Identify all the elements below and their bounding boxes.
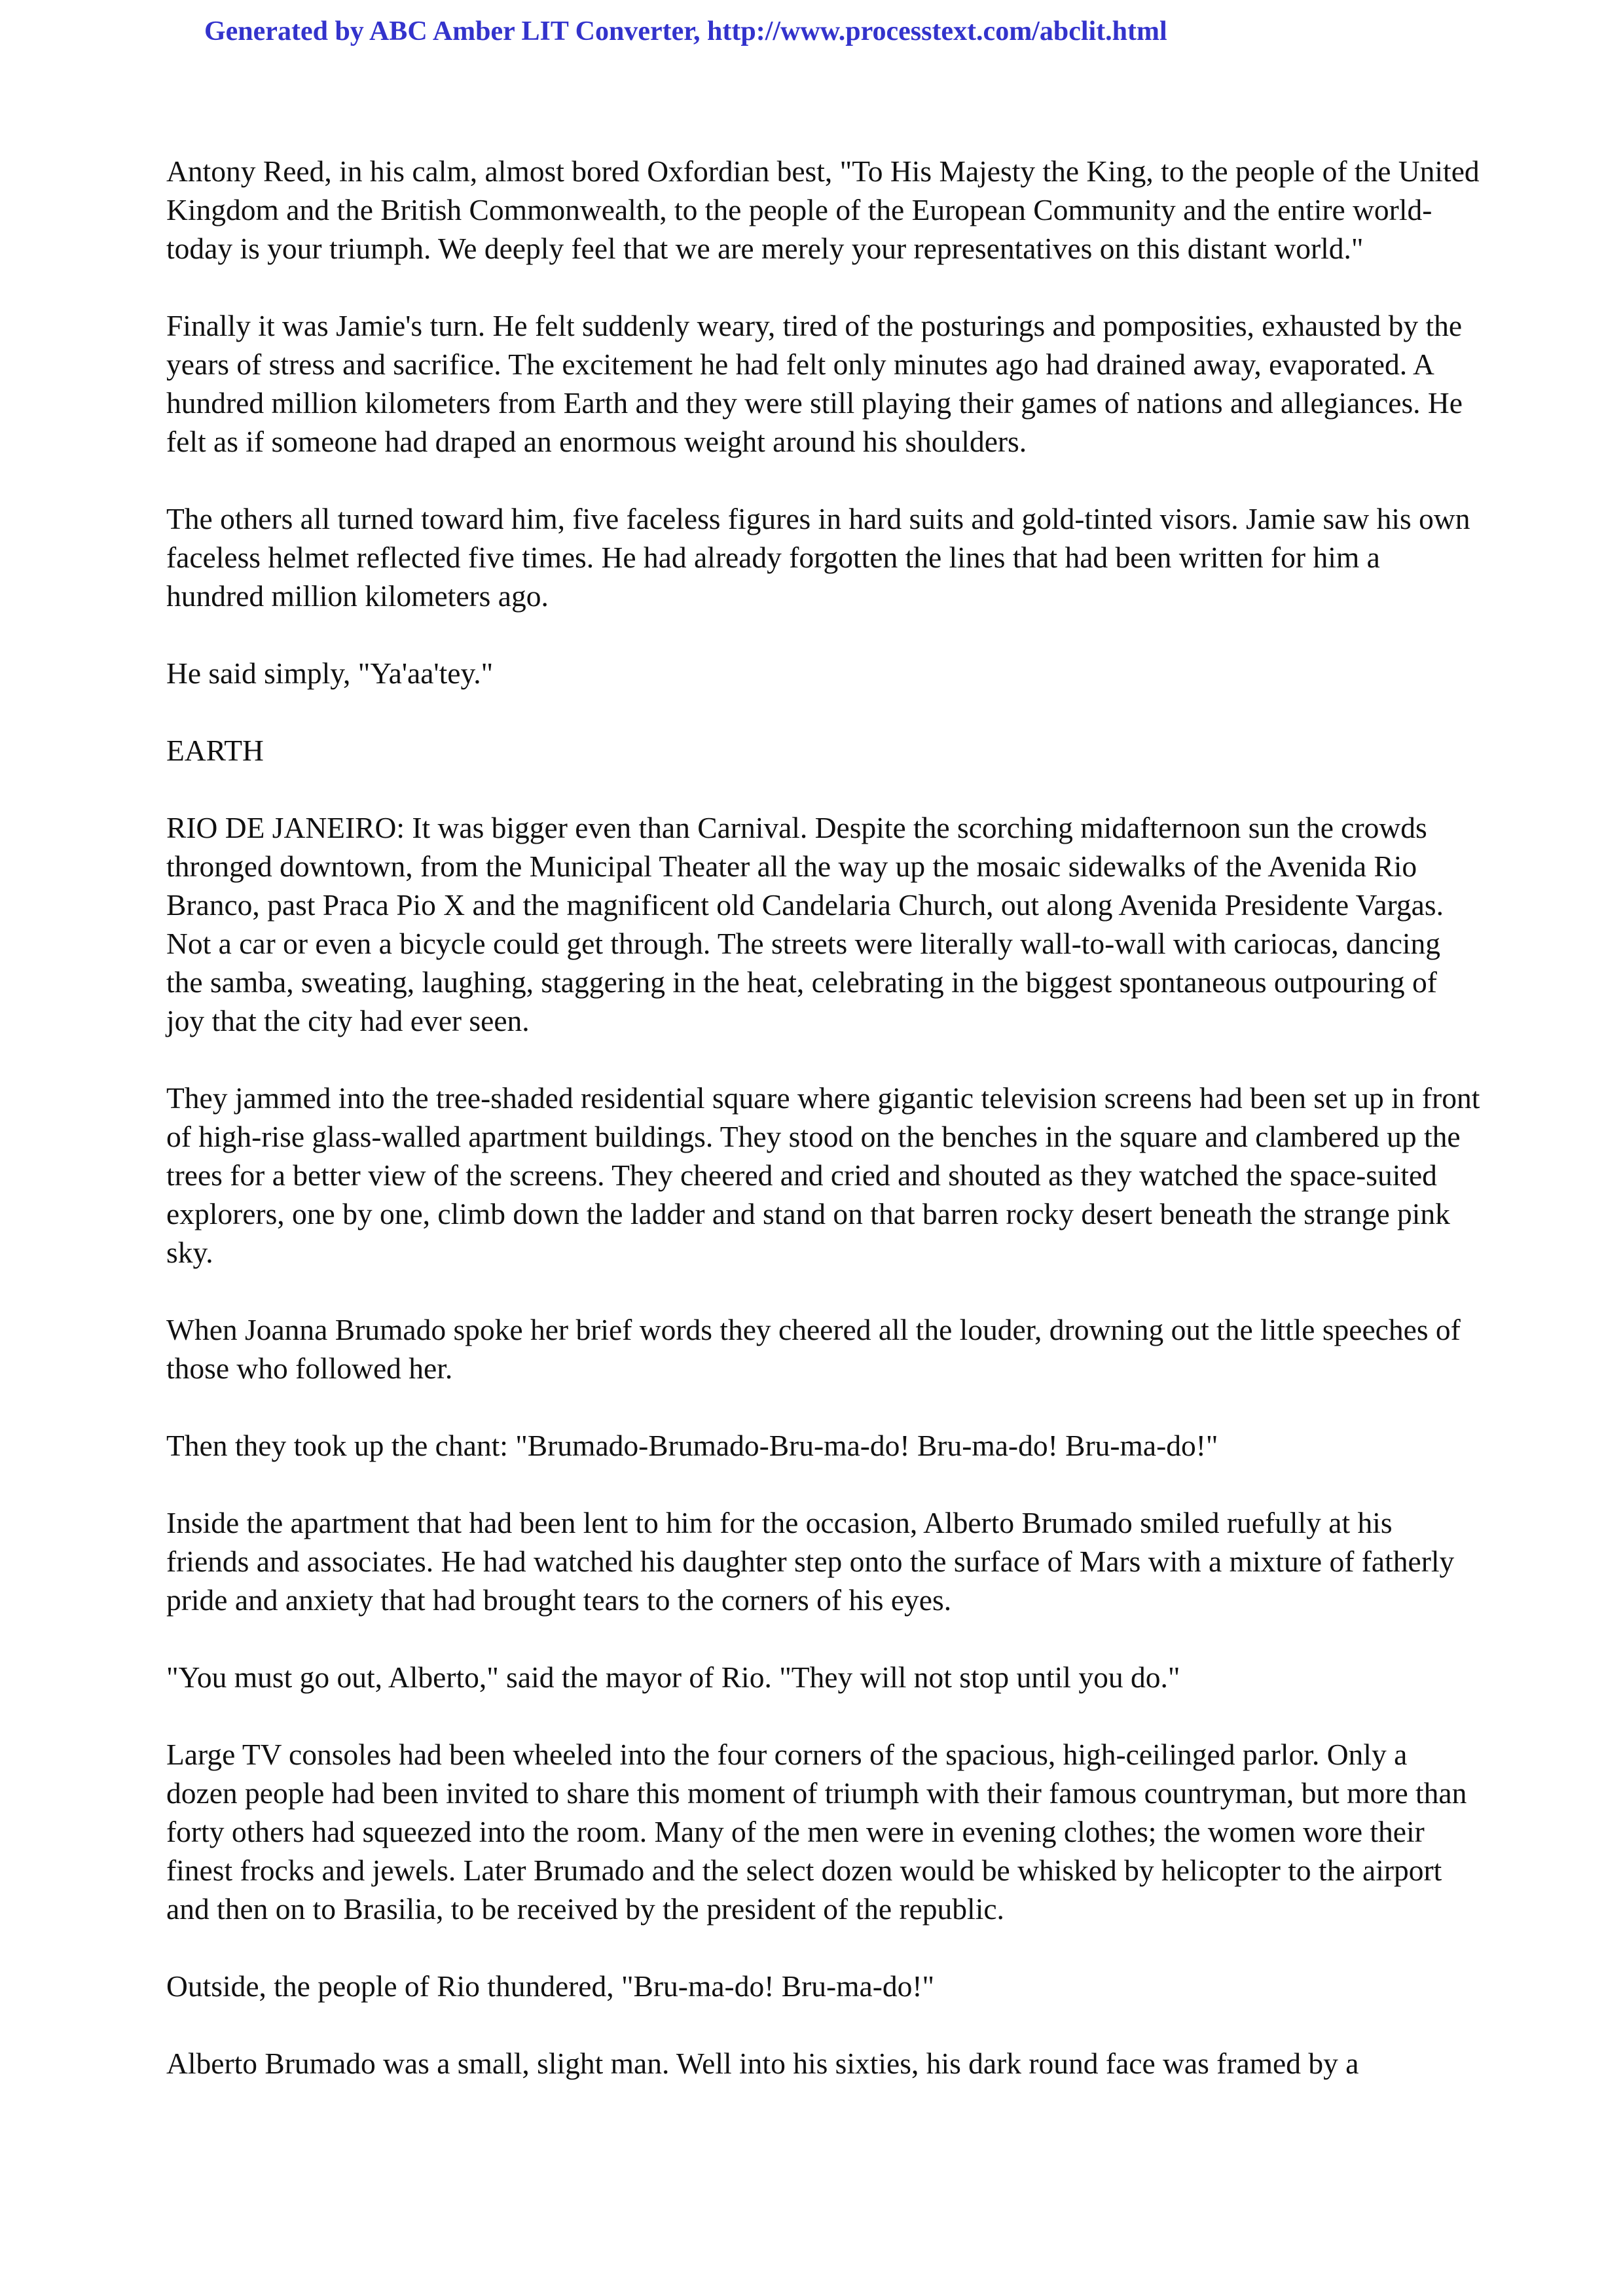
paragraph: Antony Reed, in his calm, almost bored Oxfordian best, "To His Majesty the King, to the people of the United Kingdom and the British Commonwealth, to the people of the European Community and the entire world-today is your triumph. We deeply feel that we are merely your representatives on this distant world."	[166, 154, 1480, 265]
section-heading: EARTH	[166, 734, 264, 767]
paragraph: Finally it was Jamie's turn. He felt suddenly weary, tired of the posturings and pomposities, exhausted by the years of stress and sacrifice. The excitement he had felt only minutes ago had drained away, evaporated. A hundred million kilometers from Earth and they were still playing their games of nations and allegiances. He felt as if someone had draped an enormous weight around his shoulders.	[166, 309, 1463, 458]
paragraph: He said simply, "Ya'aa'tey."	[166, 656, 494, 690]
paragraph: RIO DE JANEIRO: It was bigger even than Carnival. Despite the scorching midafternoon sun the crowds thronged downtown, from the Municipal Theater all the way up the mosaic sidewalks of the Avenida Rio Branco, past Praca Pio X and the magnificent old Candelaria Church, out along Avenida Presidente Vargas. Not a car or even a bicycle could get through. The streets were literally wall-to-wall with cariocas, dancing the samba, sweating, laughing, staggering in the heat, celebrating in the biggest spontaneous outpouring of joy that the city had ever seen.	[166, 811, 1444, 1037]
paragraph: The others all turned toward him, five faceless figures in hard suits and gold-tinted visors. Jamie saw his own faceless helmet reflected five times. He had already forgotten the lines that had been written for him a hundred million kilometers ago.	[166, 502, 1470, 613]
paragraph: Alberto Brumado was a small, slight man. Well into his sixties, his dark round face was framed by a	[166, 2047, 1359, 2080]
paragraph: Large TV consoles had been wheeled into the four corners of the spacious, high-ceilinged parlor. Only a dozen people had been invited to share this moment of triumph with their famous countryman, but more than forty others had squeezed into the room. Many of the men were in evening clothes; the women wore their finest frocks and jewels. Later Brumado and the select dozen would be whisked by helicopter to the airport and then on to Brasilia, to be received by the president of the republic.	[166, 1738, 1467, 1926]
converter-header-text: Generated by ABC Amber LIT Converter, http://www.processtext.com/abclit.html	[204, 16, 1167, 46]
paragraph: "You must go out, Alberto," said the mayor of Rio. "They will not stop until you do."	[166, 1660, 1180, 1694]
body-text	[166, 152, 1482, 2121]
paragraph: When Joanna Brumado spoke her brief words they cheered all the louder, drowning out the little speeches of those who followed her.	[166, 1313, 1461, 1385]
paragraph: Outside, the people of Rio thundered, "Bru-ma-do! Bru-ma-do!"	[166, 1969, 935, 2003]
paragraph: Inside the apartment that had been lent to him for the occasion, Alberto Brumado smiled ruefully at his friends and associates. He had watched his daughter step onto the surface of Mars with a mixture of fatherly pride and anxiety that had brought tears to the corners of his eyes.	[166, 1506, 1455, 1617]
paragraph: Then they took up the chant: "Brumado-Brumado-Bru-ma-do! Bru-ma-do! Bru-ma-do!"	[166, 1429, 1218, 1462]
paragraph: They jammed into the tree-shaded residential square where gigantic television screens had been set up in front of high-rise glass-walled apartment buildings. They stood on the benches in the square and clambered up the trees for a better view of the screens. They cheered and cried and shouted as they watched the space-suited explorers, one by one, climb down the ladder and stand on that barren rocky desert beneath the strange pink sky.	[166, 1081, 1480, 1269]
